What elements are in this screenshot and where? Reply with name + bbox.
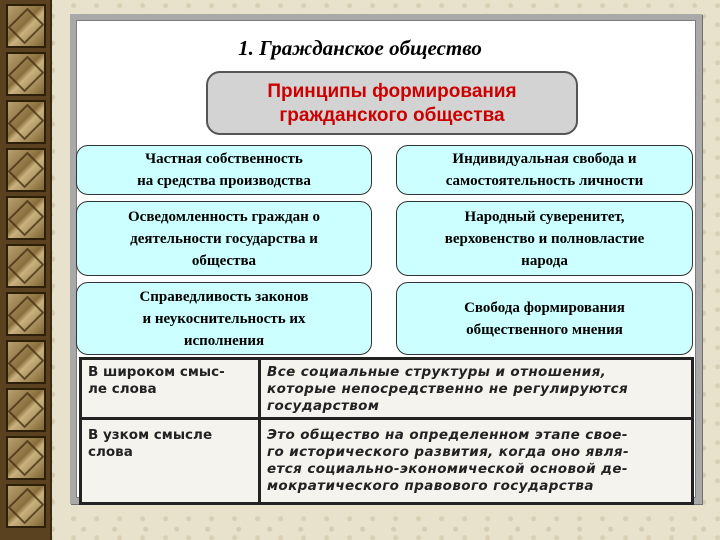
decorative-tile [6,244,46,288]
definition-line: которые непосредственно не регулируются [267,381,629,397]
decorative-tile [6,148,46,192]
principle-text: и неукоснительность их [142,310,306,327]
table-row [82,360,691,420]
decorative-tile [6,340,46,384]
decorative-tile [6,388,46,432]
principle-text: деятельности государства и [130,230,318,247]
principle-popular-sovereignty [396,201,693,276]
principle-text: Частная собственность [145,151,303,167]
principle-text: Свобода формирования [464,299,625,316]
principle-text: Осведомленность граждан о [128,208,320,225]
definition-line: Все социальные структуры и отношения, [267,364,607,380]
slide-title: 1. Гражданское общество [238,36,482,60]
principle-text: на средства производства [137,173,311,189]
table-row [82,423,691,502]
definition-line: Это общество на определенном этапе свое- [267,427,628,443]
definition-line: го исторического развития, когда оно явля- [267,444,629,460]
principle-text: верховенство и полновластие [444,230,645,247]
principles-header-line: гражданского общества [279,105,505,126]
principle-text: Справедливость законов [139,288,309,305]
table-definition [267,427,692,495]
decorative-tile [6,436,46,480]
principle-public-opinion [396,282,693,355]
principle-individual-freedom [396,145,693,195]
term-line: ле слова [88,381,157,397]
definitions-table [79,357,694,505]
definition-line: ется социально-экономической основой де- [267,461,628,477]
principle-private-property [76,145,372,195]
decorative-tile [6,292,46,336]
table-term [88,427,258,461]
definition-line: государством [267,398,380,414]
definition-line: мократического правового государства [267,478,594,494]
principle-just-laws [76,282,372,355]
table-definition [267,364,692,415]
decorative-tile [6,196,46,240]
principle-text: общественного мнения [466,321,623,338]
term-line: слова [88,444,133,460]
term-line: В широком смыс- [88,364,225,380]
principle-citizen-awareness [76,201,372,276]
principle-text: Индивидуальная свобода и [452,151,637,167]
principle-text: исполнения [183,332,265,349]
decorative-side-strip [0,0,52,540]
decorative-tile [6,484,46,528]
principle-text: самостоятельность личности [445,173,644,189]
principles-header-line: Принципы формирования [267,81,517,102]
table-term [88,364,258,398]
principle-text: народа [521,252,568,269]
principle-text: Народный суверенитет, [464,208,625,225]
term-line: В узком смысле [88,427,213,443]
principle-text: общества [191,252,257,269]
decorative-tile [6,100,46,144]
principles-header-box [206,71,578,135]
